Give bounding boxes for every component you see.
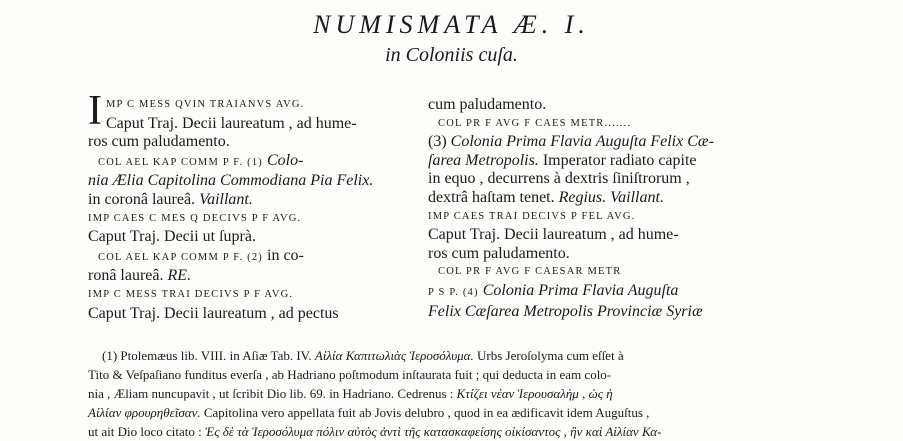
greek-text: Αἰλίαν φρουρηθεῖσαν.: [88, 405, 201, 420]
legend-line: MP C MESS QVIN TRAIANVS AVG.: [106, 99, 305, 110]
italic-text: Colo-: [267, 151, 304, 169]
footnote-line: [88, 346, 828, 365]
footnote-line: [88, 422, 828, 441]
footnote-line: [88, 403, 828, 422]
plain-text: Imperator radiato capite: [542, 151, 697, 169]
footnote: [88, 346, 828, 441]
text-line: in equo , decurrens à dextris ſiniſtrorum ,: [428, 170, 690, 188]
plain-text: Capitolina vero appellata fuit ab Jovis delubro , quod in ea ædificavit idem Auguſtus ,: [203, 405, 650, 420]
legend-text: COL AEL KAP COMM P F. (1): [98, 156, 263, 168]
footnote-ref: (3): [428, 133, 447, 151]
legend-line: IMP C MESS TRAI DECIVS P F AVG.: [88, 288, 294, 300]
entry-line: [88, 267, 418, 286]
source-ref: RE.: [167, 267, 192, 285]
plain-text: ronâ laureâ.: [88, 267, 164, 285]
text-line: nia Ælia Capitolina Commodiana Pia Felix.: [88, 172, 374, 190]
footnote-line: [88, 384, 828, 403]
legend-text: COL AEL KAP COMM P F. (2): [98, 251, 263, 263]
plain-text: dextrâ haſtam tenet.: [428, 188, 555, 206]
italic-text: ſarea Metropolis.: [428, 151, 539, 169]
legend-line: IMP CAES C MES Q DECIVS P F AVG.: [88, 212, 302, 224]
page-title: NUMISMATA Æ. I.: [313, 10, 590, 39]
text-line: Caput Traj. Decii laureatum , ad hume-: [106, 114, 357, 132]
page-subtitle: in Coloniis cuſa.: [385, 44, 518, 66]
plain-text: ut ait Dio loco citato :: [88, 424, 202, 439]
greek-text: Αἰλία Καπιτωλιὰς Ἱεροσόλυμα.: [314, 348, 474, 363]
footnote-line: Tito & Veſpaſiano funditus everſa , ab Hadriano poſtmodum inſtaurata fuit ; qui deducta in eam colo-: [88, 367, 612, 382]
italic-text: Colonia Prima Flavia Auguſta: [482, 281, 679, 299]
legend-text: P S P. (4): [428, 286, 479, 298]
greek-text: Ἐς δὲ τὰ Ἱεροσόλυμα πόλιν αὐτὸς ἀντὶ τῆς κατασκαφείσης οἰκίσαντος , ἣν καὶ Αἰλίαν Κα-: [204, 424, 662, 439]
entry-line: [88, 191, 418, 210]
plain-text: nia , Æliam nuncupavit , ut ſcribit Dio lib. 69. in Hadriano. Cedrenus :: [88, 386, 454, 401]
entry-line: [428, 152, 740, 171]
text-line: Caput Traj. Decii laureatum , ad pectus: [88, 304, 339, 322]
text-line: cum paludamento.: [428, 96, 547, 113]
legend-line: COL PR F AVG F CAESAR METR: [438, 266, 622, 278]
entry-line: [428, 133, 740, 152]
entry-line: [88, 152, 418, 173]
plain-text: in co-: [267, 246, 304, 264]
plain-text: Urbs Jeroſolyma cum eſſet à: [477, 348, 624, 363]
legend-line: IMP CAES TRAI DECIVS P FEL AVG.: [428, 210, 636, 222]
drop-cap: I: [88, 88, 102, 134]
plain-text: (1) Ptolemæus lib. VIII. in Aſiæ Tab. IV.: [102, 348, 312, 363]
greek-text: Κτίζει νέαν Ἱερουσαλὴμ , ὡς ἡ: [456, 386, 613, 401]
text-line: ros cum paludamento.: [88, 133, 230, 151]
italic-text: Colonia Prima Flavia Auguſta Felix Cæ-: [450, 133, 714, 151]
entry-line: [428, 189, 740, 208]
right-column: [428, 96, 740, 321]
entry-line: [88, 247, 418, 268]
text-line: ros cum paludamento.: [428, 244, 570, 262]
text-line: Felix Cæſarea Metropolis Provinciæ Syriæ: [428, 302, 703, 320]
entry-line: [428, 282, 740, 303]
legend-line: COL PR F AVG F CAES METR.......: [438, 117, 632, 129]
source-ref: Regius. Vaillant.: [558, 188, 664, 206]
text-line: Caput Traj. Decii laureatum , ad hume-: [428, 226, 679, 244]
plain-text: in coronâ laureâ.: [88, 190, 196, 208]
source-ref: Vaillant.: [199, 190, 253, 208]
left-column: [88, 88, 418, 323]
text-line: Caput Traj. Decii ut ſuprà.: [88, 228, 256, 246]
